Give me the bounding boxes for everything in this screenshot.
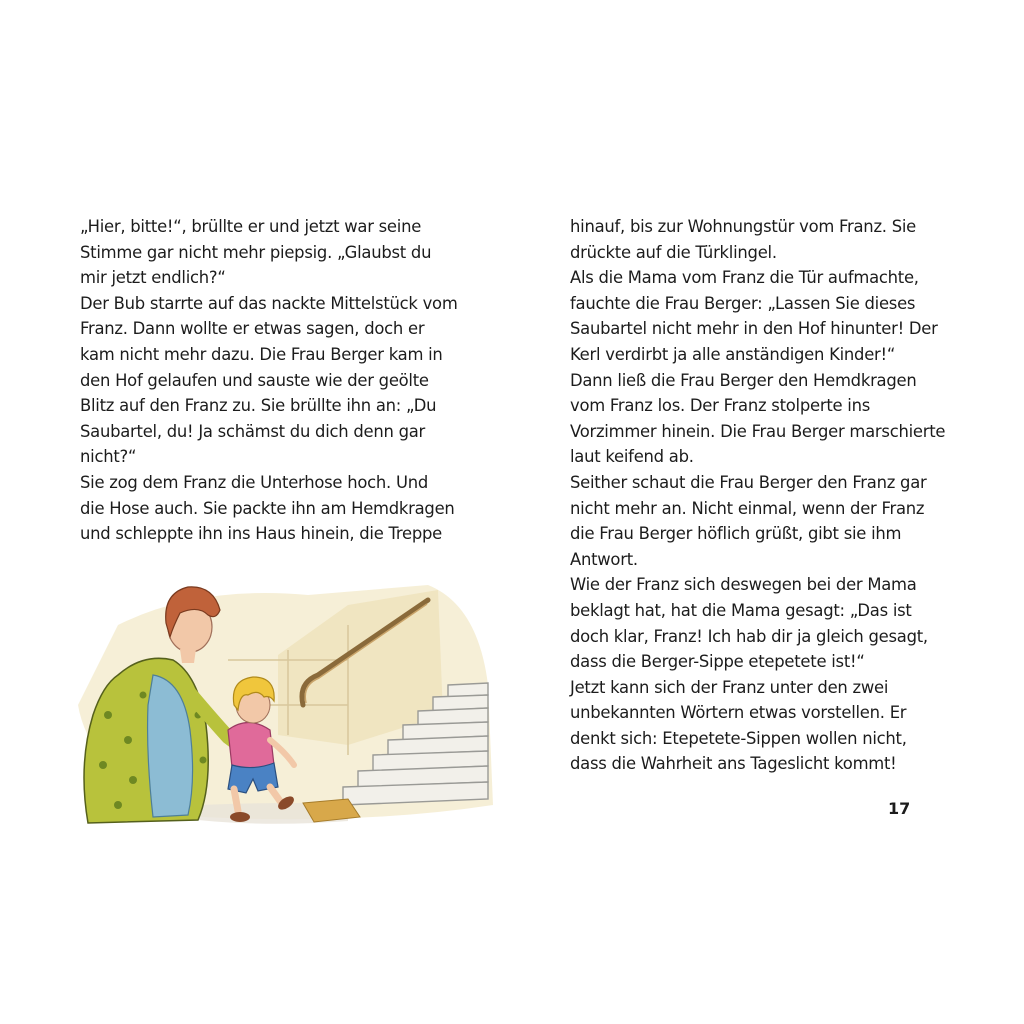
text-line: die Frau Berger höflich grüßt, gibt sie ihm xyxy=(570,524,902,544)
text-line: laut keifend ab. xyxy=(570,447,694,467)
text-line: dass die Berger-Sippe etepetete ist!“ xyxy=(570,652,865,672)
text-line: und schleppte ihn ins Haus hinein, die Treppe xyxy=(80,524,442,544)
text-line: drückte auf die Türklingel. xyxy=(570,242,777,262)
woman-neck xyxy=(180,649,196,663)
text-line: Blitz auf den Franz zu. Sie brüllte ihn an: „Du xyxy=(80,396,437,416)
page-number: 17 xyxy=(888,799,911,818)
text-line: nicht mehr an. Nicht einmal, wenn der Franz xyxy=(570,498,925,518)
text-line: kam nicht mehr dazu. Die Frau Berger kam in xyxy=(80,344,443,364)
left-text-column xyxy=(80,214,475,547)
staircase-illustration xyxy=(48,565,498,835)
text-line: Wie der Franz sich deswegen bei der Mama xyxy=(570,575,917,595)
text-line: Als die Mama vom Franz die Tür aufmachte, xyxy=(570,268,919,288)
text-line: vom Franz los. Der Franz stolperte ins xyxy=(570,396,871,416)
text-line: Stimme gar nicht mehr piepsig. „Glaubst du xyxy=(80,242,432,262)
text-line: Jetzt kann sich der Franz unter den zwei xyxy=(570,677,889,697)
text-line: doch klar, Franz! Ich hab dir ja gleich gesagt, xyxy=(570,626,928,646)
text-line: Der Bub starrte auf das nackte Mittelstück vom xyxy=(80,293,458,313)
right-text-column xyxy=(570,214,960,777)
text-line: denkt sich: Etepetete-Sippen wollen nicht, xyxy=(570,728,907,748)
text-line: die Hose auch. Sie packte ihn am Hemdkragen xyxy=(80,498,455,518)
text-line: dass die Wahrheit ans Tageslicht kommt! xyxy=(570,754,897,774)
text-line: Vorzimmer hinein. Die Frau Berger marschierte xyxy=(570,421,946,441)
text-line: Antwort. xyxy=(570,549,638,569)
text-line: mir jetzt endlich?“ xyxy=(80,268,226,288)
text-line: Saubartel nicht mehr in den Hof hinunter! Der xyxy=(570,319,938,339)
text-line: den Hof gelaufen und sauste wie der geölte xyxy=(80,370,429,390)
text-line: beklagt hat, hat die Mama gesagt: „Das ist xyxy=(570,600,912,620)
text-line: nicht?“ xyxy=(80,447,137,467)
text-line: Sie zog dem Franz die Unterhose hoch. Und xyxy=(80,472,429,492)
text-line: Kerl verdirbt ja alle anständigen Kinder!“ xyxy=(570,344,896,364)
text-line: Dann ließ die Frau Berger den Hemdkragen xyxy=(570,370,917,390)
child-shoe-left xyxy=(230,812,250,822)
text-line: Franz. Dann wollte er etwas sagen, doch er xyxy=(80,319,425,339)
text-line: Seither schaut die Frau Berger den Franz gar xyxy=(570,472,927,492)
text-line: unbekannten Wörtern etwas vorstellen. Er xyxy=(570,703,907,723)
text-line: Saubartel, du! Ja schämst du dich denn gar xyxy=(80,421,426,441)
child-shirt xyxy=(228,723,274,770)
text-line: hinauf, bis zur Wohnungstür vom Franz. Sie xyxy=(570,217,917,236)
text-line: fauchte die Frau Berger: „Lassen Sie dieses xyxy=(570,293,916,313)
child-leg-left xyxy=(234,789,238,811)
text-line: „Hier, bitte!“, brüllte er und jetzt war seine xyxy=(80,217,422,236)
